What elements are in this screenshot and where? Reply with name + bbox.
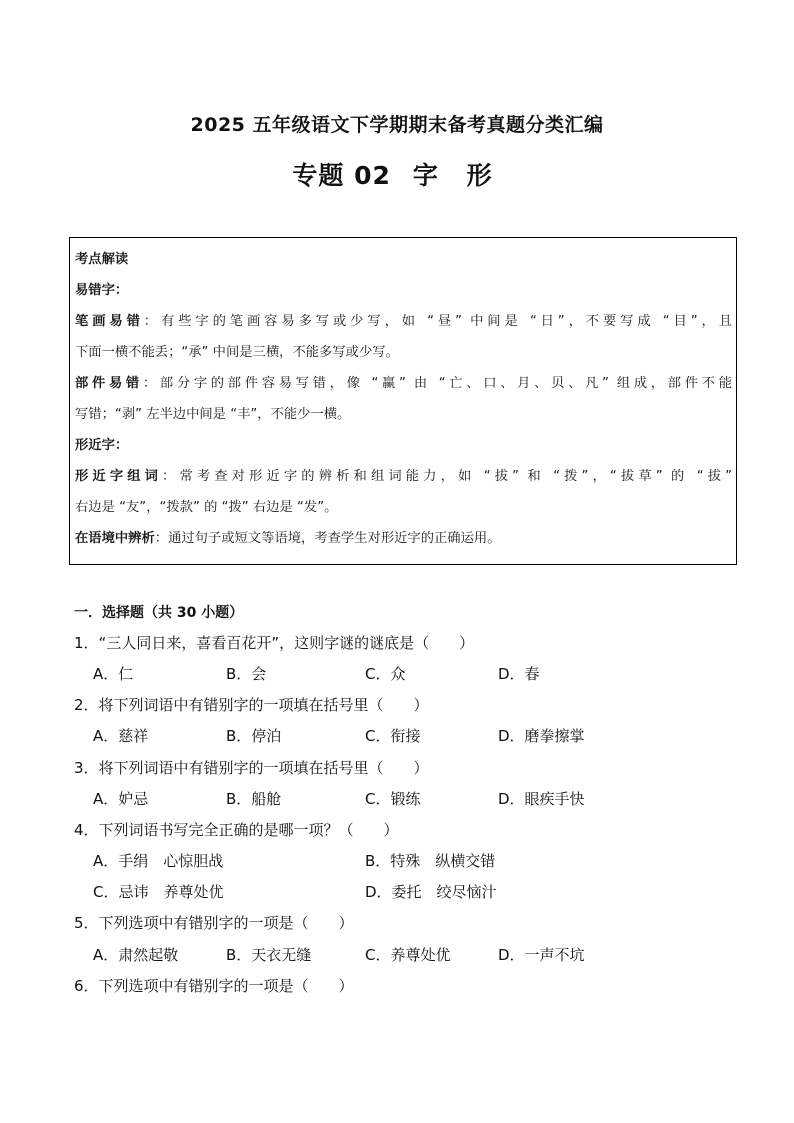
item1-label: 笔画易错 <box>75 314 144 329</box>
option-4c: C．忌讳 养尊处优 <box>93 883 224 901</box>
option-3b: B．船舱 <box>226 790 282 808</box>
analysis-item-3 <box>75 461 732 492</box>
option-3c: C．锻练 <box>365 790 421 808</box>
question-6: 6．下列选项中有错别字的一项是（ ） <box>74 977 354 995</box>
question-2: 2．将下列词语中有错别字的一项填在括号里（ ） <box>74 696 429 714</box>
option-2d: D．磨拳擦掌 <box>498 727 585 745</box>
option-1b: B．会 <box>226 665 267 683</box>
option-4a: A．手绢 心惊胆战 <box>93 852 224 870</box>
option-4d: D．委托 绞尽恼汁 <box>365 883 497 901</box>
key-points-box <box>69 237 737 565</box>
document-title: 2025 五年级语文下学期期末备考真题分类汇编 <box>190 114 604 136</box>
analysis-section-1: 易错字： <box>75 283 129 298</box>
analysis-item-3-cont: 右边是 “友”，“拨款” 的 “拨” 右边是 “发”。 <box>75 500 338 515</box>
item2-label: 部件易错 <box>75 376 143 391</box>
question-1: 1．“三人同日来，喜看百花开”，这则字谜的谜底是（ ） <box>74 634 475 652</box>
question-5: 5．下列选项中有错别字的一项是（ ） <box>74 914 354 932</box>
option-5b: B．天衣无缝 <box>226 946 312 964</box>
section-heading: 一．选择题（共 30 小题） <box>74 605 244 621</box>
analysis-item-4 <box>75 523 732 554</box>
analysis-item-1-cont: 下面一横不能丢；“承” 中间是三横，不能多写或少写。 <box>75 345 399 360</box>
option-2c: C．衔接 <box>365 727 421 745</box>
topic-number: 专题 02 <box>292 161 391 190</box>
analysis-item-2 <box>75 368 732 399</box>
analysis-heading: 考点解读 <box>75 252 129 267</box>
item1-text: ：有些字的笔画容易多写或少写，如 “昼” 中间是 “日”，不要写成 “目”，且 <box>143 314 732 329</box>
analysis-item-1 <box>75 306 732 337</box>
option-5d: D．一声不坑 <box>498 946 585 964</box>
question-3: 3．将下列词语中有错别字的一项填在括号里（ ） <box>74 759 429 777</box>
item3-label: 形近字组词 <box>75 469 163 484</box>
option-5c: C．养尊处优 <box>365 946 451 964</box>
topic-name: 字 形 <box>412 161 502 190</box>
option-1a: A．仁 <box>93 665 134 683</box>
question-4: 4．下列词语书写完全正确的是哪一项？（ ） <box>74 821 399 839</box>
topic-title <box>0 156 794 192</box>
option-2b: B．停泊 <box>226 727 282 745</box>
option-2a: A．慈祥 <box>93 727 149 745</box>
analysis-section-2: 形近字： <box>75 438 129 453</box>
option-3d: D．眼疾手快 <box>498 790 585 808</box>
option-1c: C．众 <box>365 665 406 683</box>
option-3a: A．妒忌 <box>93 790 149 808</box>
item3-text: ：常考查对形近字的辨析和组词能力，如 “拔” 和 “拨”，“拔草” 的 “拔” <box>162 469 733 484</box>
option-4b: B．特殊 纵横交错 <box>365 852 496 870</box>
option-5a: A．肃然起敬 <box>93 946 179 964</box>
option-1d: D．春 <box>498 665 540 683</box>
analysis-item-2-cont: 写错；“剥” 左半边中间是 “丰”，不能少一横。 <box>75 407 351 422</box>
item4-text: ：通过句子或短文等语境，考查学生对形近字的正确运用。 <box>154 531 501 546</box>
item4-label: 在语境中辨析 <box>75 531 155 546</box>
item2-text: ：部分字的部件容易写错，像 “赢” 由 “亡、口、月、贝、凡” 组成，部件不能 <box>142 376 732 391</box>
